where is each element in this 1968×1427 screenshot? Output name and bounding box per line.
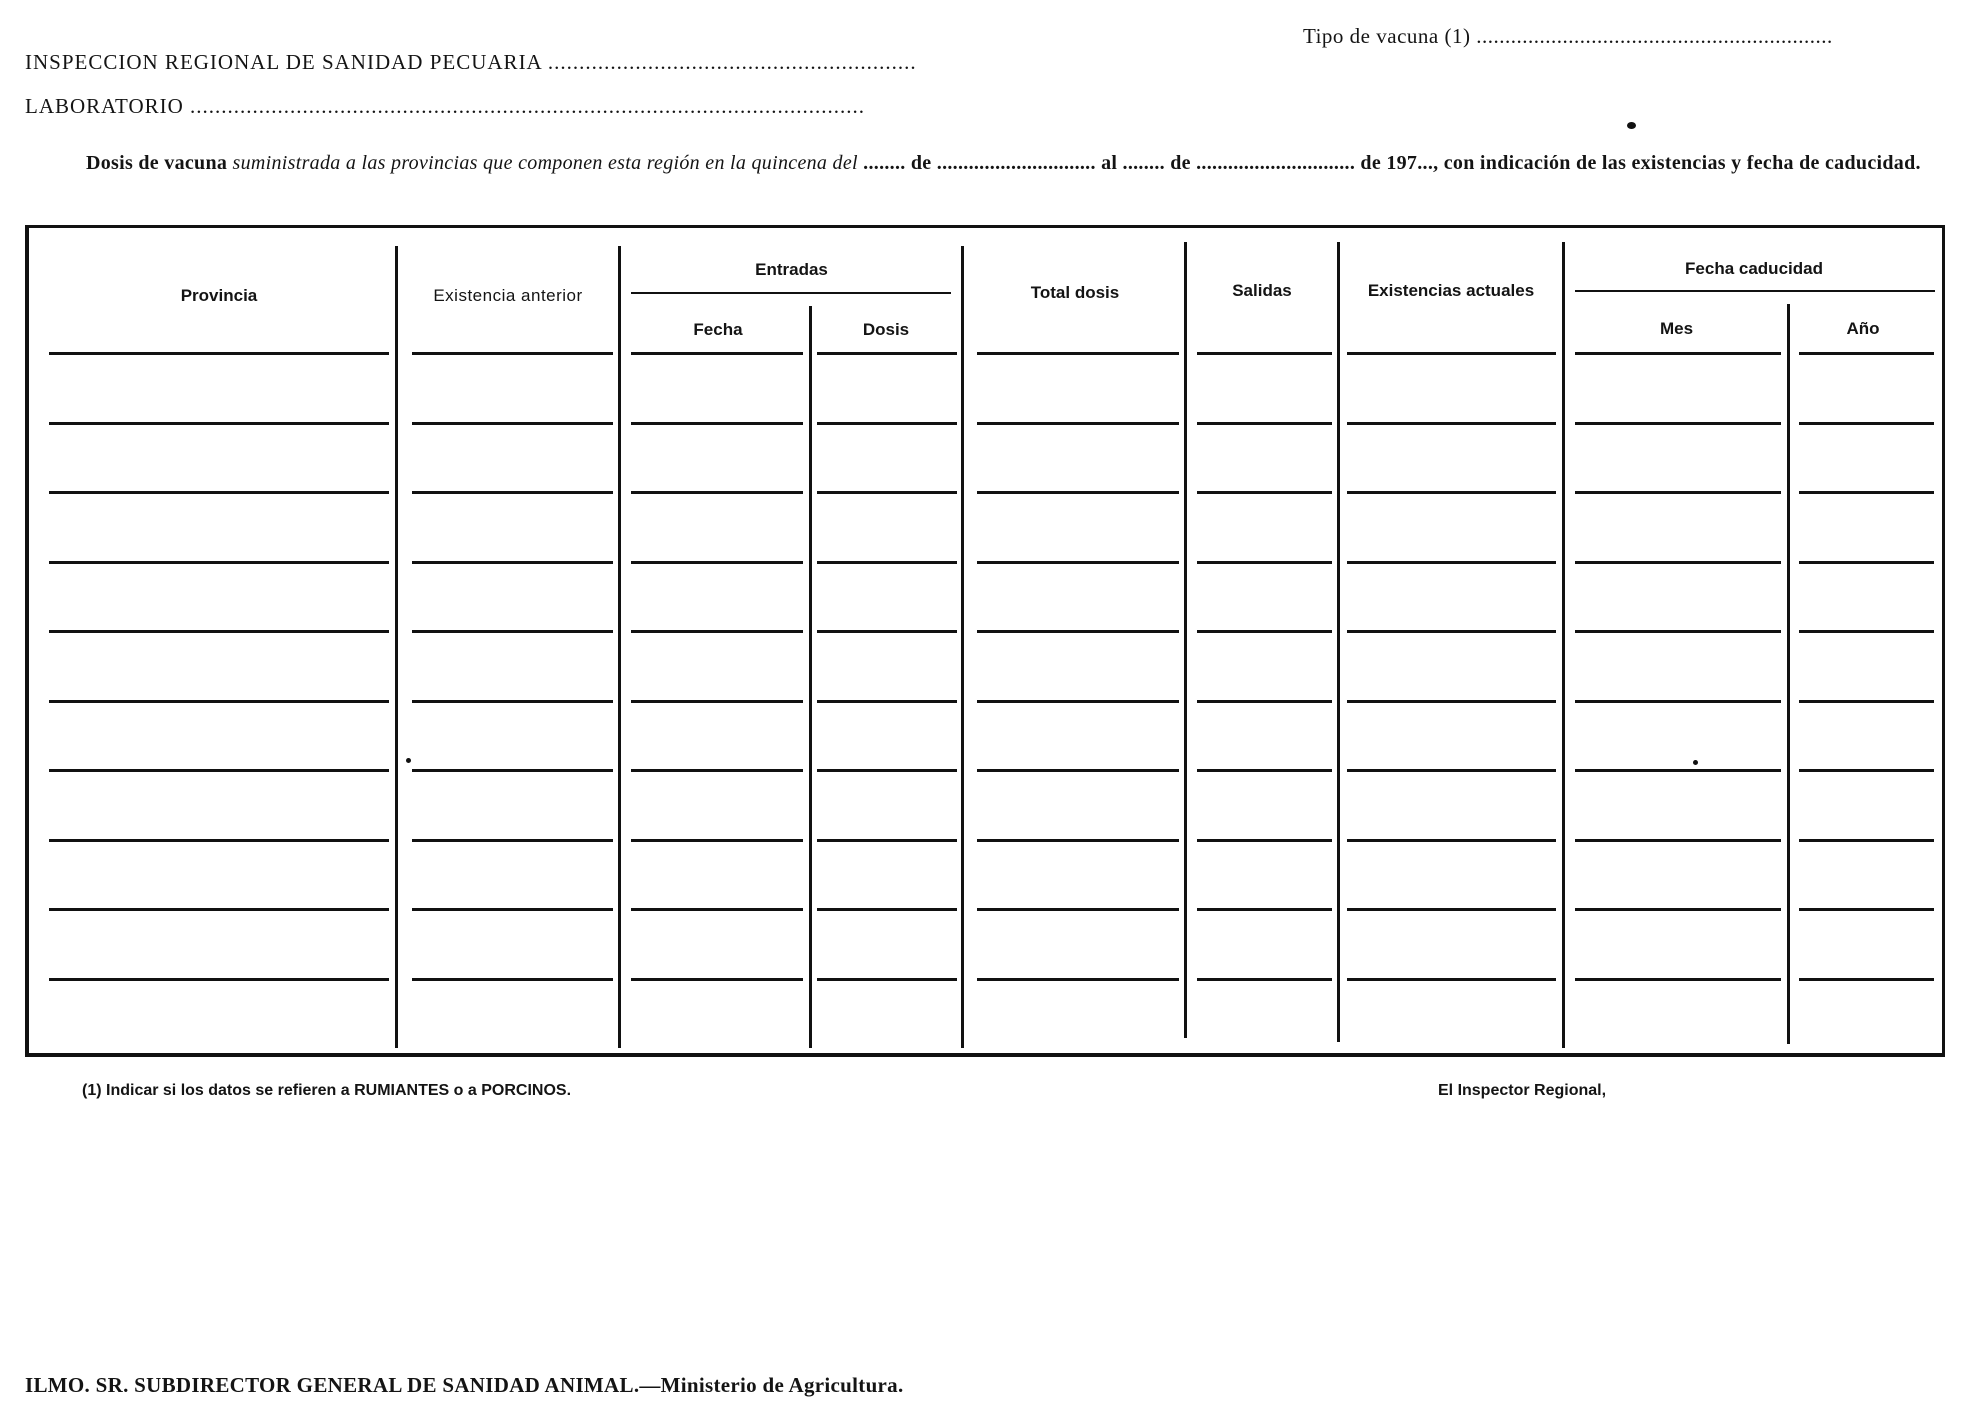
row-entry-line[interactable] [977, 839, 1179, 842]
row-entry-line[interactable] [631, 630, 803, 633]
col-divider [1184, 242, 1187, 1038]
row-entry-line[interactable] [977, 769, 1179, 772]
row-entry-line[interactable] [1575, 491, 1781, 494]
row-entry-line[interactable] [49, 352, 389, 355]
row-entry-line[interactable] [1197, 978, 1332, 981]
row-entry-line[interactable] [631, 700, 803, 703]
row-entry-line[interactable] [817, 422, 957, 425]
row-entry-line[interactable] [1575, 422, 1781, 425]
row-entry-line[interactable] [631, 561, 803, 564]
vaccine-dose-table [25, 225, 1945, 1057]
addressee: ILMO. SR. SUBDIRECTOR GENERAL DE SANIDAD ANIMAL.—Ministerio de Agricultura. [25, 1373, 904, 1397]
ink-speck [1627, 122, 1636, 129]
row-entry-line[interactable] [1799, 352, 1934, 355]
row-entry-line[interactable] [412, 491, 613, 494]
ink-speck [1693, 760, 1698, 765]
row-entry-line[interactable] [1575, 978, 1781, 981]
col-caducidad-ano: Año [1846, 319, 1880, 338]
col-total-dosis: Total dosis [1030, 283, 1120, 302]
col-provincia: Provincia [180, 286, 258, 305]
row-entry-line[interactable] [631, 978, 803, 981]
row-entry-line[interactable] [1799, 561, 1934, 564]
footnote: (1) Indicar si los datos se refieren a RUMIANTES o a PORCINOS. [82, 1082, 572, 1099]
row-entry-line[interactable] [1347, 491, 1556, 494]
row-entry-line[interactable] [1799, 700, 1934, 703]
row-entry-line[interactable] [977, 700, 1179, 703]
row-entry-line[interactable] [1347, 630, 1556, 633]
row-entry-line[interactable] [1799, 839, 1934, 842]
row-entry-line[interactable] [1575, 630, 1781, 633]
row-entry-line[interactable] [49, 769, 389, 772]
entradas-underline [631, 292, 951, 294]
col-caducidad-mes: Mes [1659, 319, 1694, 338]
row-entry-line[interactable] [412, 561, 613, 564]
col-divider [961, 246, 964, 1048]
row-entry-line[interactable] [817, 978, 957, 981]
row-entry-line[interactable] [412, 908, 613, 911]
row-entry-line[interactable] [977, 422, 1179, 425]
row-entry-line[interactable] [1197, 769, 1332, 772]
col-entradas-dosis: Dosis [862, 320, 910, 339]
row-entry-line[interactable] [1575, 561, 1781, 564]
row-entry-line[interactable] [49, 908, 389, 911]
row-entry-line[interactable] [412, 422, 613, 425]
intro-middle: suministrada a las provincias que componen esta región en la quincena del [232, 152, 858, 174]
row-entry-line[interactable] [49, 839, 389, 842]
row-entry-line[interactable] [817, 491, 957, 494]
laboratorio-field[interactable]: LABORATORIO ............................................................................................................ [25, 94, 866, 118]
row-entry-line[interactable] [977, 491, 1179, 494]
ink-speck [406, 758, 411, 763]
col-entradas-fecha: Fecha [693, 320, 743, 339]
row-entry-line[interactable] [1197, 352, 1332, 355]
row-entry-line[interactable] [817, 700, 957, 703]
row-entry-line[interactable] [1799, 769, 1934, 772]
row-entry-line[interactable] [49, 561, 389, 564]
row-entry-line[interactable] [1347, 839, 1556, 842]
row-entry-line[interactable] [49, 491, 389, 494]
col-divider [395, 246, 398, 1048]
row-entry-line[interactable] [1347, 352, 1556, 355]
row-entry-line[interactable] [631, 352, 803, 355]
row-entry-line[interactable] [412, 352, 613, 355]
col-divider [1562, 242, 1565, 1048]
inspeccion-regional-field[interactable]: INSPECCION REGIONAL DE SANIDAD PECUARIA ........................................................... [25, 50, 917, 74]
row-entry-line[interactable] [817, 630, 957, 633]
row-entry-line[interactable] [1347, 700, 1556, 703]
col-existencias-actuales: Existencias actuales [1367, 281, 1535, 300]
row-entry-line[interactable] [49, 700, 389, 703]
row-entry-line[interactable] [977, 561, 1179, 564]
row-entry-line[interactable] [977, 630, 1179, 633]
row-entry-line[interactable] [1197, 908, 1332, 911]
row-entry-line[interactable] [1575, 769, 1781, 772]
intro-tail[interactable]: ........ de .............................. al ........ de .............................. de 197..., con indicación de las existencias y fecha de caducidad. [863, 152, 1921, 174]
signature-label: El Inspector Regional, [1438, 1082, 1607, 1099]
row-entry-line[interactable] [1197, 839, 1332, 842]
row-entry-line[interactable] [49, 422, 389, 425]
row-entry-line[interactable] [1197, 422, 1332, 425]
row-entry-line[interactable] [977, 352, 1179, 355]
row-entry-line[interactable] [817, 769, 957, 772]
row-entry-line[interactable] [412, 700, 613, 703]
row-entry-line[interactable] [631, 839, 803, 842]
row-entry-line[interactable] [1347, 561, 1556, 564]
row-entry-line[interactable] [1799, 978, 1934, 981]
row-entry-line[interactable] [1799, 491, 1934, 494]
row-entry-line[interactable] [49, 630, 389, 633]
col-divider [618, 246, 621, 1048]
row-entry-line[interactable] [1799, 422, 1934, 425]
row-entry-line[interactable] [1197, 561, 1332, 564]
row-entry-line[interactable] [412, 630, 613, 633]
row-entry-line[interactable] [817, 352, 957, 355]
intro-lead: Dosis de vacuna [86, 152, 228, 174]
row-entry-line[interactable] [1575, 839, 1781, 842]
row-entry-line[interactable] [1799, 630, 1934, 633]
col-divider [1787, 304, 1790, 1044]
col-existencia-anterior: Existencia anterior [433, 286, 583, 305]
row-entry-line[interactable] [1799, 908, 1934, 911]
row-entry-line[interactable] [412, 839, 613, 842]
row-entry-line[interactable] [1197, 491, 1332, 494]
row-entry-line[interactable] [817, 839, 957, 842]
row-entry-line[interactable] [977, 978, 1179, 981]
col-fecha-caducidad: Fecha caducidad [1685, 259, 1823, 278]
col-divider [1337, 242, 1340, 1042]
row-entry-line[interactable] [1575, 700, 1781, 703]
row-entry-line[interactable] [1197, 630, 1332, 633]
row-entry-line[interactable] [1347, 769, 1556, 772]
row-entry-line[interactable] [1347, 978, 1556, 981]
row-entry-line[interactable] [1347, 422, 1556, 425]
row-entry-line[interactable] [631, 769, 803, 772]
row-entry-line[interactable] [631, 422, 803, 425]
fecha-caducidad-underline [1575, 290, 1935, 292]
row-entry-line[interactable] [412, 978, 613, 981]
col-entradas: Entradas [755, 260, 828, 279]
row-entry-line[interactable] [1347, 908, 1556, 911]
row-entry-line[interactable] [977, 908, 1179, 911]
row-entry-line[interactable] [631, 908, 803, 911]
row-entry-line[interactable] [817, 561, 957, 564]
row-entry-line[interactable] [49, 978, 389, 981]
col-divider [809, 306, 812, 1048]
row-entry-line[interactable] [1197, 700, 1332, 703]
row-entry-line[interactable] [412, 769, 613, 772]
row-entry-line[interactable] [1575, 908, 1781, 911]
intro-paragraph [86, 148, 1946, 179]
row-entry-line[interactable] [817, 908, 957, 911]
row-entry-line[interactable] [1575, 352, 1781, 355]
tipo-vacuna-field[interactable]: Tipo de vacuna (1) .............................................................. [1303, 24, 1833, 48]
row-entry-line[interactable] [631, 491, 803, 494]
col-salidas: Salidas [1232, 281, 1292, 300]
